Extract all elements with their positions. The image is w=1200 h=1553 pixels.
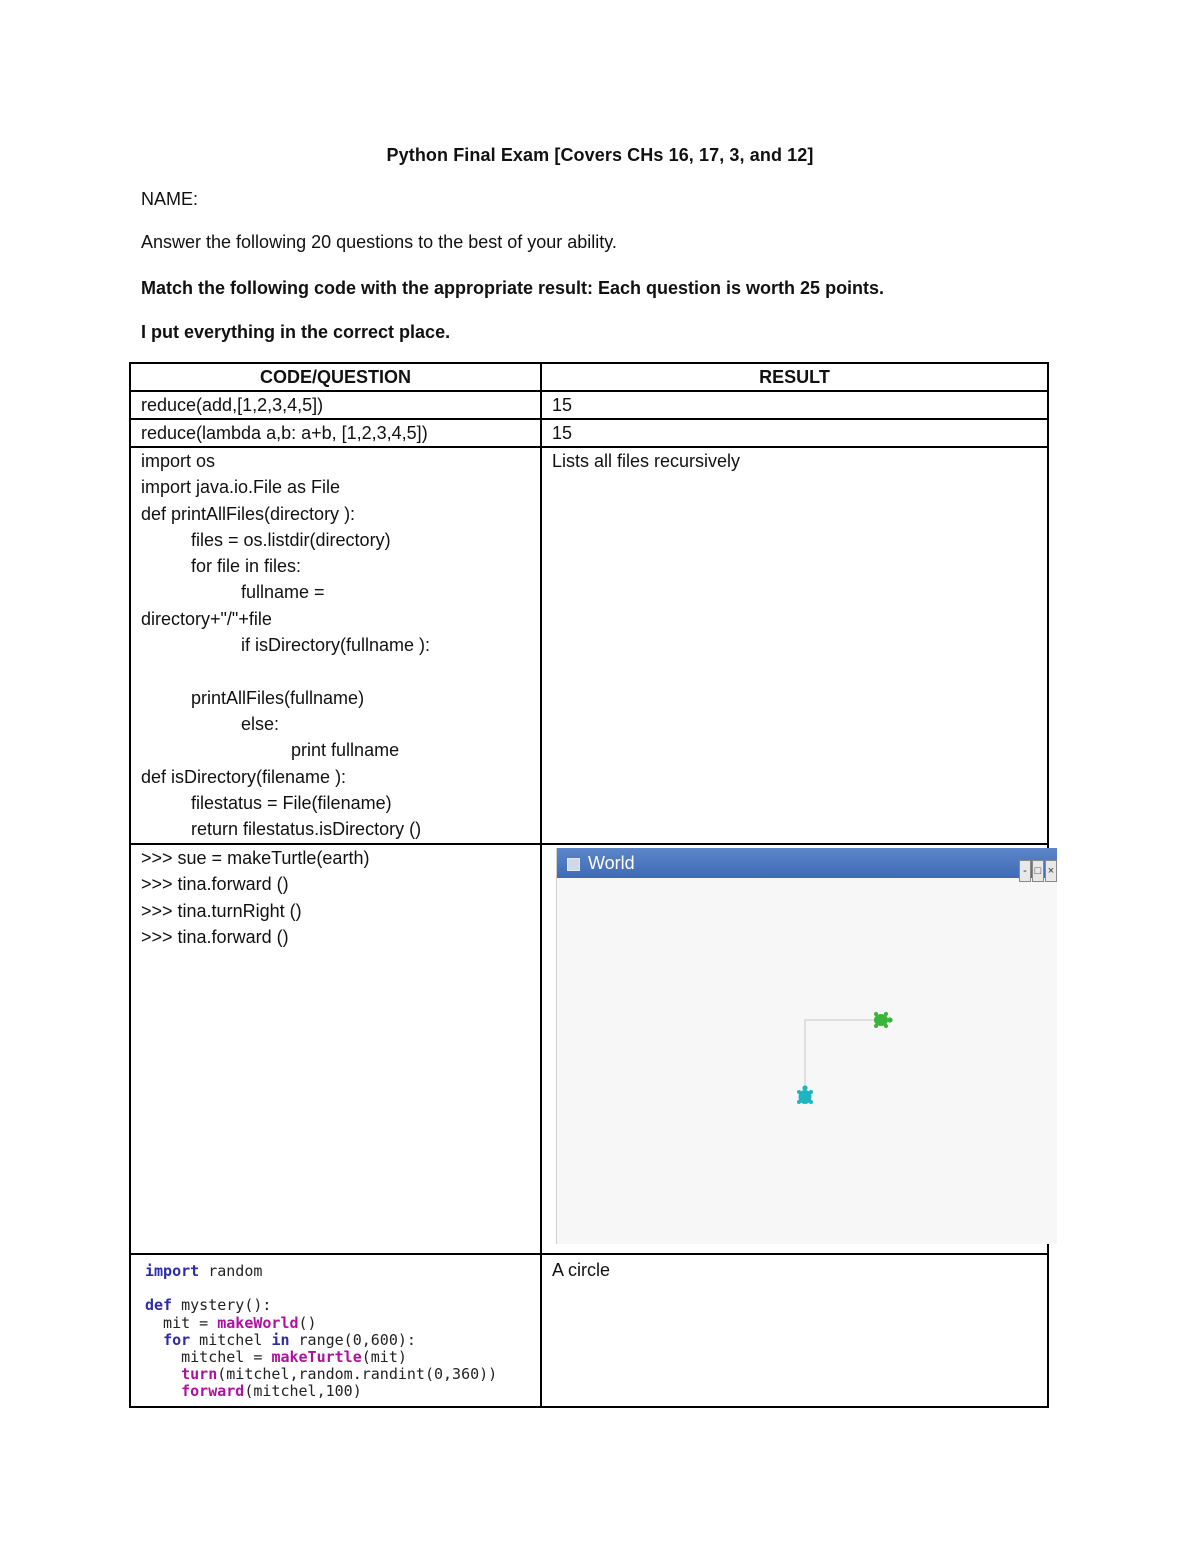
- code-text: [145, 1382, 181, 1400]
- table-row: [130, 447, 1048, 844]
- code-function: turn: [181, 1365, 218, 1384]
- code-line: filestatus = File(filename): [141, 792, 392, 813]
- col-header-code: CODE/QUESTION: [130, 363, 541, 391]
- code-function: forward: [181, 1382, 245, 1401]
- question-table: [129, 362, 1055, 1408]
- code-line: def printAllFiles(directory ):: [141, 503, 356, 524]
- code-text: (mitchel,100): [244, 1382, 362, 1401]
- match-instruction: Match the following code with the appropriate result: Each question is worth 25 points.: [141, 278, 885, 298]
- code-line: [145, 1280, 540, 1297]
- code-line: [141, 658, 530, 684]
- code-line: >>> tina.turnRight (): [141, 900, 302, 921]
- code-line: [145, 1383, 540, 1400]
- code-function: makeTurtle: [271, 1348, 362, 1367]
- code-line: else:: [141, 713, 280, 734]
- code-text: mystery():: [172, 1296, 272, 1315]
- row1-code: reduce(add,[1,2,3,4,5]): [130, 391, 541, 419]
- green-turtle-icon: [874, 1012, 893, 1028]
- code-line: >>> tina.forward (): [141, 926, 289, 947]
- code-line: def isDirectory(filename ):: [141, 766, 347, 787]
- code-line: [145, 1366, 540, 1383]
- table-row: [130, 391, 1048, 419]
- code-line: [145, 1349, 540, 1366]
- col-header-result: RESULT: [541, 363, 1048, 391]
- code-line: directory+"/"+file: [141, 608, 272, 629]
- row2-result: 15: [541, 419, 1048, 447]
- code-keyword: def: [145, 1296, 173, 1315]
- code-keyword: for: [163, 1330, 191, 1349]
- code-line: print fullname: [141, 740, 400, 761]
- world-title: World: [588, 853, 635, 873]
- exam-title: Python Final Exam [Covers CHs 16, 17, 3, and 12]: [386, 145, 814, 165]
- code-line: import os: [141, 451, 216, 471]
- code-line: fullname =: [141, 582, 325, 603]
- row4-code: [130, 844, 541, 1254]
- code-text: (): [298, 1313, 317, 1332]
- table-row: [130, 844, 1048, 1254]
- row3-code: [130, 447, 541, 844]
- code-text: mit =: [145, 1313, 218, 1332]
- world-window: [556, 848, 1057, 1244]
- statement: I put everything in the correct place.: [141, 322, 451, 342]
- code-line: >>> sue = makeTurtle(earth): [141, 848, 370, 868]
- minimize-button[interactable]: -: [1019, 860, 1031, 882]
- row2-code: reduce(lambda a,b: a+b, [1,2,3,4,5]): [130, 419, 541, 447]
- cyan-turtle-icon: [797, 1085, 813, 1104]
- maximize-button[interactable]: □: [1032, 860, 1044, 882]
- code-text: random: [199, 1262, 263, 1280]
- code-function: makeWorld: [217, 1313, 299, 1332]
- row3-result: Lists all files recursively: [541, 447, 1048, 844]
- close-button[interactable]: ×: [1045, 860, 1057, 882]
- turtle-trail: [805, 1020, 879, 1096]
- code-line: import java.io.File as File: [141, 477, 341, 498]
- code-line: return filestatus.isDirectory (): [141, 819, 422, 840]
- code-line: for file in files:: [141, 556, 302, 577]
- world-canvas: [557, 878, 1057, 1244]
- code-line: [145, 1263, 540, 1280]
- table-row: [130, 1254, 1048, 1407]
- table-row: [130, 419, 1048, 447]
- instructions: Answer the following 20 questions to the best of your ability.: [141, 232, 617, 252]
- row5-result: A circle: [541, 1254, 1048, 1407]
- row5-code: [130, 1254, 541, 1407]
- code-line: [145, 1315, 540, 1332]
- code-line: files = os.listdir(directory): [141, 529, 391, 550]
- row1-result: 15: [541, 391, 1048, 419]
- code-line: if isDirectory(fullname ):: [141, 635, 431, 656]
- code-line: [145, 1297, 540, 1314]
- code-text: [145, 1331, 163, 1349]
- code-keyword: in: [271, 1330, 290, 1349]
- code-text: (mitchel,random.randint(0,360)): [217, 1365, 498, 1384]
- code-text: range(0,600):: [289, 1330, 416, 1349]
- code-line: [145, 1332, 540, 1349]
- code-keyword: import: [145, 1262, 200, 1280]
- window-icon: [567, 858, 580, 871]
- code-line: printAllFiles(fullname): [141, 687, 365, 708]
- window-controls: [1018, 853, 1057, 875]
- code-text: mitchel =: [145, 1348, 272, 1367]
- row4-result: [541, 844, 1055, 1254]
- code-text: (mit): [361, 1348, 407, 1367]
- code-line: >>> tina.forward (): [141, 874, 289, 895]
- code-text: [145, 1365, 181, 1383]
- name-label: NAME:: [141, 189, 199, 209]
- table-header-row: [130, 363, 1048, 391]
- world-titlebar: [557, 848, 1057, 878]
- code-text: mitchel: [190, 1330, 272, 1349]
